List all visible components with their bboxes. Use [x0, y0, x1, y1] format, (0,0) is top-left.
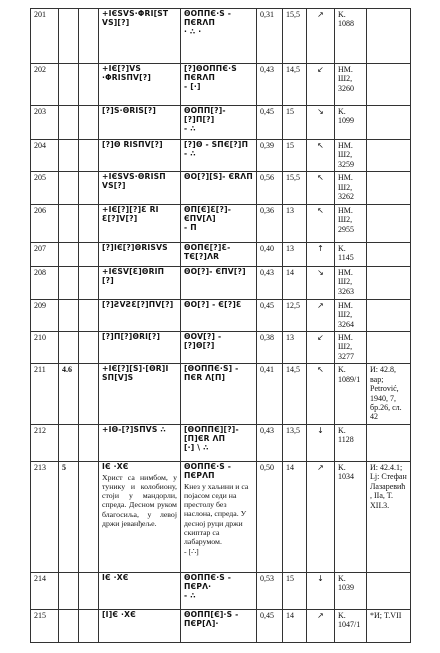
die-axis-arrow-text: ↗ — [317, 10, 324, 19]
catalog-number-text: 202 — [34, 65, 46, 74]
obverse-legend — [99, 172, 181, 204]
reverse-legend — [181, 299, 257, 331]
diameter-value — [283, 172, 307, 204]
reverse-legend — [181, 9, 257, 64]
diameter-value-text: 14 — [286, 610, 294, 620]
diameter-value-text: 14 — [286, 462, 294, 472]
table-row — [31, 572, 411, 609]
subgroup-label — [59, 266, 79, 299]
reverse-legend-text: ΘOΠЄ[?]Ɛ- TЄ[?]ΛR — [184, 242, 231, 261]
reverse-legend — [181, 572, 257, 609]
obverse-legend — [99, 424, 181, 461]
inventory-number — [335, 242, 367, 266]
die-axis-arrow-text: ↓ — [317, 425, 324, 435]
die-axis-arrow-text: ↗ — [317, 462, 324, 472]
die-axis-arrow — [307, 106, 335, 140]
subgroup-label — [59, 106, 79, 140]
obverse-legend — [99, 299, 181, 331]
diameter-value — [283, 242, 307, 266]
catalog-number — [31, 9, 59, 64]
diameter-value-text: 13 — [286, 243, 294, 253]
die-axis-arrow-text: ↗ — [317, 610, 324, 620]
weight-value — [257, 106, 283, 140]
reverse-legend-text: [?]Θ - SΠЄ[?]Π - ∴ — [184, 140, 249, 158]
obverse-legend-text: +IЄ[?]VS ·ΦRISΠV[?] — [102, 64, 152, 82]
die-axis-arrow — [307, 331, 335, 363]
catalog-number — [31, 172, 59, 204]
inventory-number — [335, 461, 367, 572]
die-axis-arrow-text: ↘ — [317, 107, 324, 116]
catalog-number — [31, 461, 59, 572]
subgroup-label — [59, 140, 79, 172]
inventory-number — [335, 364, 367, 425]
diameter-value — [283, 140, 307, 172]
literature-reference — [367, 204, 411, 242]
literature-reference — [367, 299, 411, 331]
literature-reference — [367, 461, 411, 572]
weight-value-text: 0,36 — [260, 205, 274, 215]
catalog-number-text: 208 — [34, 267, 46, 277]
die-axis-arrow-text: ↖ — [317, 365, 324, 375]
die-axis-arrow-text: ↖ — [317, 141, 324, 150]
obverse-legend-text: [I]Є ·XЄ — [102, 609, 136, 619]
diameter-value-text: 14,5 — [286, 65, 300, 74]
diameter-value — [283, 364, 307, 425]
obverse-legend — [99, 609, 181, 642]
obverse-legend-text: +IЄSVS·ΦRI[ST VS][?] — [102, 9, 169, 27]
weight-value-text: 0,45 — [260, 107, 274, 116]
catalog-number — [31, 140, 59, 172]
catalog-number — [31, 299, 59, 331]
literature-reference — [367, 266, 411, 299]
group-label — [79, 64, 99, 106]
catalog-number — [31, 242, 59, 266]
inventory-number-text: K. 1039 — [338, 573, 354, 593]
catalog-number-text: 205 — [34, 173, 46, 183]
weight-value-text: 0,43 — [260, 267, 274, 277]
inventory-number-text: K. 1089/1 — [338, 365, 361, 384]
catalog-number — [31, 572, 59, 609]
table-row — [31, 204, 411, 242]
subgroup-label — [59, 572, 79, 609]
weight-value — [257, 572, 283, 609]
inventory-number-text: НМ. Ш2, 2955 — [338, 205, 354, 234]
inventory-number-text: K. 1145 — [338, 243, 354, 263]
subgroup-label-text: 4.6 — [62, 365, 72, 375]
group-label — [79, 266, 99, 299]
reverse-legend-text: ΘO[?] - Є[?]Ɛ — [184, 299, 242, 309]
reverse-legend — [181, 364, 257, 425]
literature-reference-text: И: 42.8, вар; Petrović, 1940, 7, бр.26, сл. 42 — [370, 365, 402, 422]
obverse-legend-text: [?]Π[?]ΘRI[?] — [102, 331, 161, 341]
weight-value — [257, 266, 283, 299]
catalog-number — [31, 364, 59, 425]
table-row — [31, 266, 411, 299]
table-row — [31, 140, 411, 172]
weight-value — [257, 299, 283, 331]
inventory-number-text: НМ. Ш2, 3277 — [338, 332, 354, 361]
catalog-number-text: 207 — [34, 243, 46, 253]
obverse-legend-text: [?]ƧVƧƐ[?]ΠV[?] — [102, 299, 174, 309]
diameter-value-text: 13 — [286, 205, 294, 215]
obverse-legend — [99, 266, 181, 299]
weight-value-text: 0,40 — [260, 243, 274, 253]
group-label — [79, 140, 99, 172]
inventory-number — [335, 299, 367, 331]
catalog-body — [31, 9, 411, 643]
inventory-number — [335, 172, 367, 204]
weight-value-text: 0,45 — [260, 610, 274, 620]
reverse-legend-text: ΘOΠΠЄ·S - ΠЄΡΛΠ — [184, 461, 232, 480]
reverse-legend-text: ΘΠ[Є]Ɛ[?]- ЄΠV[Λ] - Π — [184, 204, 232, 232]
reverse-description: Кнез у хаљини и са појасом седи на престолу без наслона, спреда. У десној руци држи скиптар са лабарумом. — [184, 481, 249, 546]
inventory-number-text: НМ. Ш2, 3263 — [338, 267, 354, 296]
table-row — [31, 242, 411, 266]
obverse-legend — [99, 106, 181, 140]
weight-value-text: 0,39 — [260, 141, 274, 150]
die-axis-arrow — [307, 64, 335, 106]
reverse-legend-text: ΘOΠΠЄ·S - ΠЄRΛΠ · ∴ · — [184, 9, 232, 36]
reverse-legend-text: ΘOΠΠЄ·S - ΠЄΡΛ· - ∴ — [184, 572, 232, 600]
inventory-number — [335, 424, 367, 461]
obverse-legend-text: IЄ ·XЄ — [102, 461, 129, 471]
inventory-number-text: НМ. Ш2, 3259 — [338, 141, 354, 169]
die-axis-arrow — [307, 461, 335, 572]
subgroup-label — [59, 299, 79, 331]
reverse-legend-text: ΘOV[?] - [?]Θ[?] — [184, 331, 222, 350]
die-axis-arrow-text: ↓ — [317, 573, 324, 583]
table-row — [31, 299, 411, 331]
group-label — [79, 9, 99, 64]
diameter-value — [283, 424, 307, 461]
die-axis-arrow-text: ↗ — [317, 300, 324, 310]
weight-value-text: 0,43 — [260, 65, 274, 74]
obverse-legend — [99, 572, 181, 609]
diameter-value-text: 14,5 — [286, 365, 300, 375]
catalog-number — [31, 204, 59, 242]
reverse-legend — [181, 424, 257, 461]
catalog-number — [31, 609, 59, 642]
diameter-value — [283, 299, 307, 331]
die-axis-arrow — [307, 424, 335, 461]
group-label — [79, 106, 99, 140]
catalog-number-text: 215 — [34, 610, 46, 620]
catalog-number-text: 214 — [34, 573, 46, 583]
die-axis-arrow — [307, 172, 335, 204]
table-row — [31, 64, 411, 106]
group-label — [79, 572, 99, 609]
catalog-number-text: 213 — [34, 462, 46, 472]
obverse-legend-text: +IЄSV[Ɛ]ΘRIΠ [?] — [102, 266, 165, 285]
diameter-value — [283, 266, 307, 299]
reverse-legend-text: ΘOΠΠ[?]- [?]Π[?] - ∴ — [184, 106, 226, 133]
weight-value — [257, 172, 283, 204]
inventory-number-text: K. 1088 — [338, 10, 354, 29]
inventory-number — [335, 106, 367, 140]
diameter-value — [283, 572, 307, 609]
reverse-legend-text: ΘO[?][S]- ЄRΛΠ — [184, 172, 253, 182]
catalog-number — [31, 266, 59, 299]
inventory-number — [335, 9, 367, 64]
reverse-legend — [181, 172, 257, 204]
literature-reference-text: *И; T.VII — [370, 610, 402, 620]
weight-value — [257, 331, 283, 363]
diameter-value — [283, 609, 307, 642]
diameter-value — [283, 9, 307, 64]
diameter-value — [283, 204, 307, 242]
die-axis-arrow-text: ↙ — [317, 332, 324, 342]
subgroup-label — [59, 461, 79, 572]
obverse-legend — [99, 9, 181, 64]
diameter-value-text: 15 — [286, 107, 294, 116]
die-axis-arrow — [307, 140, 335, 172]
group-label — [79, 424, 99, 461]
catalog-number-text: 211 — [34, 365, 46, 375]
weight-value — [257, 424, 283, 461]
literature-reference — [367, 64, 411, 106]
catalog-number-text: 210 — [34, 332, 46, 342]
obverse-legend-text: IЄ ·XЄ — [102, 572, 129, 582]
obverse-legend — [99, 461, 181, 572]
die-axis-arrow-text: ↑ — [317, 243, 324, 253]
literature-reference — [367, 424, 411, 461]
diameter-value-text: 15,5 — [286, 173, 300, 183]
group-label — [79, 461, 99, 572]
reverse-marks: - [∴] — [184, 547, 199, 557]
diameter-value — [283, 331, 307, 363]
obverse-legend-text: [?]Θ RISΠV[?] — [102, 140, 163, 149]
reverse-legend — [181, 461, 257, 572]
die-axis-arrow — [307, 242, 335, 266]
weight-value-text: 0,53 — [260, 573, 274, 583]
table-row — [31, 461, 411, 572]
catalog-number — [31, 424, 59, 461]
die-axis-arrow — [307, 572, 335, 609]
coin-catalog-table — [30, 8, 411, 643]
die-axis-arrow — [307, 204, 335, 242]
subgroup-label — [59, 331, 79, 363]
literature-reference — [367, 609, 411, 642]
obverse-legend-text: +IЄ[?][?]Ɛ RI Ɛ[?]V[?] — [102, 204, 159, 223]
catalog-number-text: 201 — [34, 10, 46, 19]
reverse-legend — [181, 331, 257, 363]
catalog-number-text: 203 — [34, 107, 46, 116]
weight-value — [257, 609, 283, 642]
diameter-value-text: 15 — [286, 141, 294, 150]
literature-reference-text: И: 42.4.1; Lj: Стефан Лазаревић, IIa, T. XII.3. — [370, 462, 407, 510]
catalog-number-text: 209 — [34, 300, 46, 310]
die-axis-arrow-text: ↘ — [317, 267, 324, 277]
reverse-legend-text: ΘO[?]- ЄΠV[?] — [184, 266, 246, 276]
subgroup-label — [59, 609, 79, 642]
catalog-number-text: 206 — [34, 205, 46, 215]
weight-value-text: 0,43 — [260, 425, 274, 435]
inventory-number-text: K. 1047/1 — [338, 610, 361, 630]
subgroup-label — [59, 9, 79, 64]
inventory-number-text: K. 1034 — [338, 462, 354, 482]
weight-value — [257, 461, 283, 572]
literature-reference — [367, 242, 411, 266]
reverse-legend — [181, 106, 257, 140]
diameter-value-text: 15 — [286, 573, 294, 583]
obverse-legend-text: [?]S·ΘRIS[?] — [102, 106, 157, 115]
die-axis-arrow — [307, 609, 335, 642]
literature-reference — [367, 572, 411, 609]
inventory-number-text: НМ. Ш2, 3260 — [338, 65, 354, 93]
literature-reference — [367, 106, 411, 140]
die-axis-arrow-text: ↙ — [317, 65, 324, 74]
inventory-number-text: K. 1128 — [338, 425, 354, 445]
diameter-value-text: 13 — [286, 332, 294, 342]
table-row — [31, 424, 411, 461]
weight-value — [257, 364, 283, 425]
table-row — [31, 609, 411, 642]
catalog-number — [31, 106, 59, 140]
obverse-legend — [99, 242, 181, 266]
subgroup-label-text: 5 — [62, 462, 66, 472]
table-row — [31, 331, 411, 363]
die-axis-arrow — [307, 266, 335, 299]
subgroup-label — [59, 242, 79, 266]
obverse-legend — [99, 331, 181, 363]
group-label — [79, 204, 99, 242]
subgroup-label — [59, 204, 79, 242]
group-label — [79, 242, 99, 266]
literature-reference — [367, 331, 411, 363]
diameter-value — [283, 106, 307, 140]
inventory-number — [335, 609, 367, 642]
catalog-number — [31, 64, 59, 106]
inventory-number — [335, 331, 367, 363]
obverse-legend-text: +IЄ[?][S]·[ΘR]I SΠ[V]S — [102, 364, 169, 383]
table-row — [31, 364, 411, 425]
weight-value — [257, 140, 283, 172]
subgroup-label — [59, 172, 79, 204]
die-axis-arrow-text: ↖ — [317, 205, 324, 215]
group-label — [79, 331, 99, 363]
group-label — [79, 299, 99, 331]
obverse-legend-text: [?]IЄ[?]ΘRISVS — [102, 242, 168, 252]
group-label — [79, 172, 99, 204]
die-axis-arrow — [307, 364, 335, 425]
weight-value-text: 0,56 — [260, 173, 274, 183]
reverse-legend-text: [ΘOΠΠЄ·S] - ΠЄR Λ[Π] — [184, 364, 239, 383]
literature-reference — [367, 140, 411, 172]
group-label — [79, 364, 99, 425]
obverse-legend — [99, 204, 181, 242]
diameter-value — [283, 64, 307, 106]
die-axis-arrow-text: ↖ — [317, 173, 324, 183]
reverse-legend — [181, 242, 257, 266]
die-axis-arrow — [307, 9, 335, 64]
reverse-legend-text: ΘOΠΠ[Є]·S - ΠЄΡ[Λ]· — [184, 609, 239, 628]
diameter-value-text: 15,5 — [286, 10, 300, 19]
literature-reference — [367, 364, 411, 425]
weight-value-text: 0,31 — [260, 10, 274, 19]
catalog-number-text: 212 — [34, 425, 46, 435]
table-row — [31, 9, 411, 64]
weight-value-text: 0,41 — [260, 365, 274, 375]
diameter-value-text: 13,5 — [286, 425, 300, 435]
inventory-number — [335, 572, 367, 609]
reverse-legend-text: [ΘOΠΠЄ][?]- [Π]ЄR ΛΠ [·] \ ∴ — [184, 424, 239, 452]
catalog-number — [31, 331, 59, 363]
obverse-legend — [99, 364, 181, 425]
obverse-legend — [99, 140, 181, 172]
weight-value-text: 0,45 — [260, 300, 274, 310]
weight-value — [257, 242, 283, 266]
table-row — [31, 172, 411, 204]
group-label — [79, 609, 99, 642]
inventory-number — [335, 64, 367, 106]
subgroup-label — [59, 364, 79, 425]
inventory-number — [335, 204, 367, 242]
reverse-legend — [181, 266, 257, 299]
literature-reference — [367, 172, 411, 204]
diameter-value-text: 14 — [286, 267, 294, 277]
inventory-number — [335, 140, 367, 172]
weight-value — [257, 9, 283, 64]
catalog-number-text: 204 — [34, 141, 46, 150]
obverse-legend-text: +IΘ-[?]SΠVS ∴ — [102, 424, 166, 434]
reverse-legend-text: [?]ΘOΠΠЄ·S ΠЄRΛΠ - [·] — [184, 64, 237, 91]
inventory-number-text: НМ. Ш2, 3264 — [338, 300, 354, 329]
subgroup-label — [59, 424, 79, 461]
reverse-legend — [181, 204, 257, 242]
weight-value — [257, 64, 283, 106]
inventory-number-text: НМ. Ш2, 3262 — [338, 173, 354, 202]
table-row — [31, 106, 411, 140]
obverse-legend-text: +IЄSVS·ΘRISΠ VS[?] — [102, 172, 166, 191]
diameter-value — [283, 461, 307, 572]
reverse-legend — [181, 64, 257, 106]
reverse-legend — [181, 140, 257, 172]
inventory-number — [335, 266, 367, 299]
weight-value-text: 0,38 — [260, 332, 274, 342]
obverse-description: Христ са нимбом, у тунику и колобиону, стоји у мандорли, спреда. Десном руком благосиља, у левој држи јеванђеље. — [102, 472, 177, 528]
obverse-legend — [99, 64, 181, 106]
weight-value-text: 0,50 — [260, 462, 274, 472]
inventory-number-text: K. 1099 — [338, 107, 354, 126]
subgroup-label — [59, 64, 79, 106]
diameter-value-text: 12,5 — [286, 300, 300, 310]
reverse-legend — [181, 609, 257, 642]
weight-value — [257, 204, 283, 242]
literature-reference — [367, 9, 411, 64]
die-axis-arrow — [307, 299, 335, 331]
